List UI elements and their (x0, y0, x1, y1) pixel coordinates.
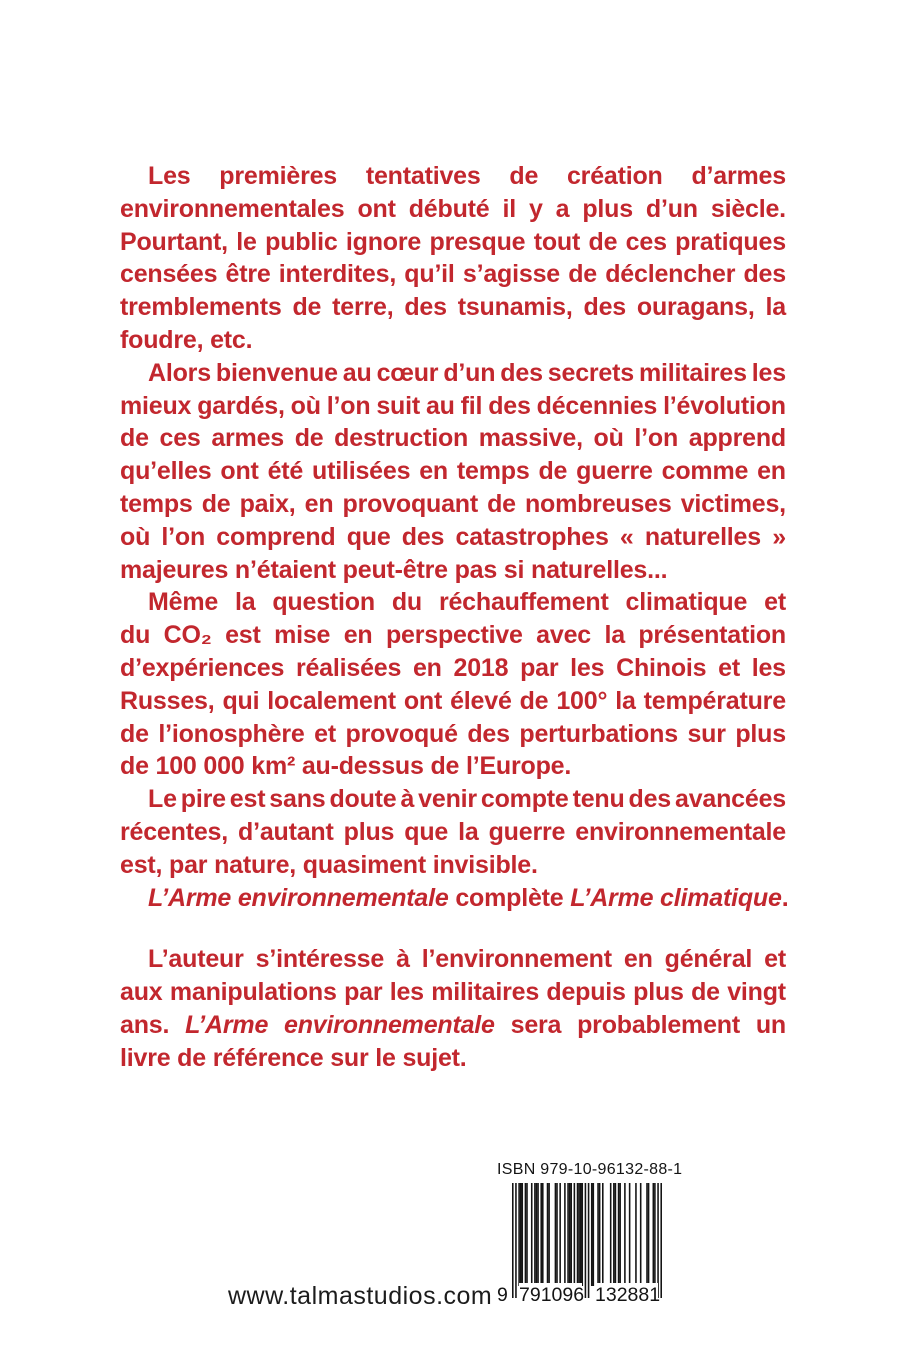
word: de (588, 227, 618, 256)
word: l’on (634, 424, 679, 453)
word: où (120, 522, 151, 551)
word: interdites, (278, 260, 397, 289)
word: terre, (332, 293, 394, 322)
word: d’autant (238, 817, 334, 846)
word: un (755, 1010, 786, 1039)
word: la (458, 817, 479, 846)
word: suit (376, 391, 420, 420)
paragraph (120, 160, 786, 357)
text-line (120, 160, 786, 193)
text-line (120, 357, 786, 390)
word: bienvenue (215, 358, 338, 387)
word: réalisées (295, 653, 402, 682)
word: l’environnement (421, 945, 612, 974)
word: des (500, 358, 543, 387)
word: temps (120, 489, 193, 518)
text-line (120, 718, 786, 751)
word: ignore (345, 227, 422, 256)
text-line (120, 291, 786, 324)
word: d’expériences (120, 653, 285, 682)
word: s’agisse (462, 260, 560, 289)
word: du (391, 588, 423, 617)
word: à (400, 785, 415, 814)
word: des (467, 719, 510, 748)
text-line (120, 422, 786, 455)
word: de (292, 293, 322, 322)
word: Même (148, 588, 219, 617)
word: du (120, 621, 151, 650)
word: temps (456, 457, 530, 486)
word: Le (148, 785, 177, 814)
word: création (566, 162, 663, 190)
word: sur (687, 719, 726, 748)
word: en (419, 457, 448, 486)
word: climatique (625, 588, 748, 617)
back-cover-blurb (120, 160, 789, 1075)
word: ces (625, 227, 667, 256)
word: pratiques (675, 227, 786, 256)
isbn-label: ISBN 979-10-96132-88-1 (497, 1161, 683, 1178)
word: des (743, 260, 786, 289)
word: et (764, 945, 786, 974)
word: tsunamis, (457, 293, 573, 322)
word: à (396, 945, 410, 974)
word: plus (633, 978, 684, 1007)
word: de (509, 162, 539, 190)
word: où (290, 391, 321, 420)
word: les (751, 653, 786, 682)
word: plus (582, 194, 633, 223)
word: apprend (688, 424, 786, 453)
word: tout (533, 227, 581, 256)
paragraph (120, 586, 786, 783)
isbn-barcode-block (497, 1159, 683, 1311)
word: probablement (577, 1010, 740, 1039)
word: qu’elles (120, 457, 212, 486)
text-line (120, 521, 786, 554)
word: température (643, 686, 786, 715)
word: il (502, 194, 516, 223)
word: de (201, 489, 231, 518)
word: des (583, 293, 626, 322)
text-line (120, 619, 786, 652)
word: est (225, 621, 261, 650)
word: l’évolution (663, 391, 786, 420)
word: l’ionosphère (158, 719, 305, 748)
word: au (342, 358, 372, 387)
text-line: foudre, etc. (120, 325, 253, 354)
paragraph (120, 783, 786, 881)
word: en (343, 621, 373, 650)
word: de (568, 260, 597, 289)
word: tremblements (120, 293, 282, 322)
word: la (615, 686, 636, 715)
word: la (604, 621, 625, 650)
text-line: majeures n’étaient peut-être pas si naturelles... (120, 555, 668, 584)
word: qui (222, 686, 260, 715)
word: des (488, 391, 531, 420)
text-line (120, 586, 786, 619)
word: d’armes (691, 162, 786, 190)
word: les (570, 653, 605, 682)
word: plus (343, 817, 395, 846)
word: tentatives (365, 162, 481, 190)
word: militaires (639, 358, 747, 387)
word: par (344, 978, 383, 1007)
word: L’auteur (148, 945, 244, 974)
word: élevé (450, 686, 512, 715)
word: comme (661, 457, 749, 486)
word: environnementale (284, 1010, 495, 1039)
word: Alors (148, 358, 211, 387)
word: l’on (161, 522, 206, 551)
word: de (120, 719, 149, 748)
text-line: est, par nature, quasiment invisible. (120, 850, 538, 879)
word: localement (267, 686, 396, 715)
word: depuis (546, 978, 626, 1007)
paragraph (120, 882, 789, 915)
word: le (236, 227, 257, 256)
word: guerre (488, 817, 566, 846)
word: avec (536, 621, 591, 650)
word: qu’il (404, 260, 455, 289)
ean13-barcode-icon (512, 1183, 662, 1298)
word: que (346, 522, 391, 551)
word: Les (148, 162, 191, 190)
barcode-digit-group1: 791096 (519, 1284, 585, 1306)
word: destruction (334, 424, 469, 453)
word: où (593, 424, 624, 453)
text-line (120, 193, 786, 226)
word: y (528, 194, 543, 223)
word: nombreuses (524, 489, 672, 518)
word: presque (429, 227, 526, 256)
word: décennies (536, 391, 658, 420)
word: massive, (478, 424, 583, 453)
word: perturbations (519, 719, 678, 748)
text-line (120, 258, 786, 291)
word: ont (403, 686, 443, 715)
word: et (764, 588, 786, 617)
word: ont (357, 194, 396, 223)
word: général (664, 945, 753, 974)
word: question (272, 588, 375, 617)
word: secrets (547, 358, 634, 387)
word: sans (269, 785, 326, 814)
word: les (751, 358, 786, 387)
word: d’un (443, 358, 496, 387)
word: l’on (326, 391, 371, 420)
word: vingt (727, 978, 786, 1007)
word: environnementale (575, 817, 786, 846)
text-line (120, 488, 786, 521)
word: pire (180, 785, 226, 814)
word: mieux (120, 391, 192, 420)
word: Chinois (616, 653, 707, 682)
word: public (265, 227, 338, 256)
word: des (404, 293, 447, 322)
word: de (538, 457, 568, 486)
word: que (404, 817, 449, 846)
word: comprend (216, 522, 336, 551)
word: récentes, (120, 817, 228, 846)
word: de (519, 686, 549, 715)
word: censées (120, 260, 218, 289)
word: de (120, 424, 149, 453)
text-line (120, 1009, 786, 1042)
word: en (623, 945, 653, 974)
word: catastrophes (455, 522, 609, 551)
text-line (120, 455, 786, 488)
word: siècle. (710, 194, 786, 223)
word: paix, (239, 489, 296, 518)
word: guerre (576, 457, 653, 486)
word: « (619, 522, 634, 551)
word: sera (510, 1010, 562, 1039)
word: ces (159, 424, 201, 453)
word: en (304, 489, 334, 518)
word: 100° (556, 686, 608, 715)
word: militaires (431, 978, 540, 1007)
word: armes (211, 424, 284, 453)
word: » (772, 522, 786, 551)
word: la (234, 588, 256, 617)
word: d’un (645, 194, 698, 223)
paragraph (120, 357, 786, 587)
word: a (555, 194, 570, 223)
word: de (691, 978, 720, 1007)
text-line (120, 685, 786, 718)
word: présentation (638, 621, 786, 650)
word: la (765, 293, 786, 322)
word: est (229, 785, 266, 814)
word: Russes, (120, 686, 215, 715)
word: ans. (120, 1010, 170, 1039)
word: avancées (674, 785, 786, 814)
barcode-digit-group2: 132881 (595, 1284, 661, 1306)
word: au (425, 391, 455, 420)
barcode-digits (497, 1283, 678, 1307)
word: venir (418, 785, 477, 814)
word: tenu (572, 785, 625, 814)
word: compte (480, 785, 569, 814)
word: mise (274, 621, 331, 650)
word: ouragans, (636, 293, 755, 322)
paragraph (120, 943, 786, 1074)
publisher-website-url: www.talmastudios.com (228, 1282, 493, 1310)
text-line (120, 390, 786, 423)
word: en (757, 457, 786, 486)
word: victimes, (680, 489, 786, 518)
word: été (267, 457, 304, 486)
text-line (120, 226, 786, 259)
text-line (120, 943, 786, 976)
word: être (225, 260, 271, 289)
text-line (120, 976, 786, 1009)
word: débuté (408, 194, 490, 223)
word: des (628, 785, 672, 814)
word: doute (329, 785, 397, 814)
word: aux (120, 978, 163, 1007)
word: Pourtant, (120, 227, 228, 256)
word: 2018 (453, 653, 509, 682)
word: de (487, 489, 516, 518)
word: et (718, 653, 740, 682)
word: perspective (385, 621, 523, 650)
word: CO₂ (163, 621, 212, 650)
text-line: de 100 000 km² au-dessus de l’Europe. (120, 752, 572, 781)
word: gardés, (197, 391, 285, 420)
word: manipulations (169, 978, 337, 1007)
word: et (314, 719, 336, 748)
word: par (520, 653, 559, 682)
word: plus (735, 719, 786, 748)
text-line (120, 783, 786, 816)
barcode-digit-lead: 9 (497, 1284, 508, 1306)
word: provoqué (345, 719, 458, 748)
text-line: livre de référence sur le sujet. (120, 1043, 467, 1072)
word: provoquant (342, 489, 478, 518)
word: les (389, 978, 424, 1007)
word: environnementales (120, 194, 345, 223)
word: des (401, 522, 445, 551)
word: naturelles (644, 522, 761, 551)
word: réchauffement (438, 588, 609, 617)
word: fil (460, 391, 483, 420)
word: déclencher (605, 260, 736, 289)
text-line (120, 652, 786, 685)
word: cœur (376, 358, 439, 387)
word: en (412, 653, 442, 682)
word: ont (220, 457, 259, 486)
word: premières (219, 162, 338, 190)
text-line: L’Arme environnementale complète L’Arme climatique. (148, 883, 789, 912)
word: L’Arme (185, 1010, 269, 1039)
word: de (294, 424, 324, 453)
text-line (120, 816, 786, 849)
word: utilisées (312, 457, 411, 486)
word: s’intéresse (255, 945, 385, 974)
